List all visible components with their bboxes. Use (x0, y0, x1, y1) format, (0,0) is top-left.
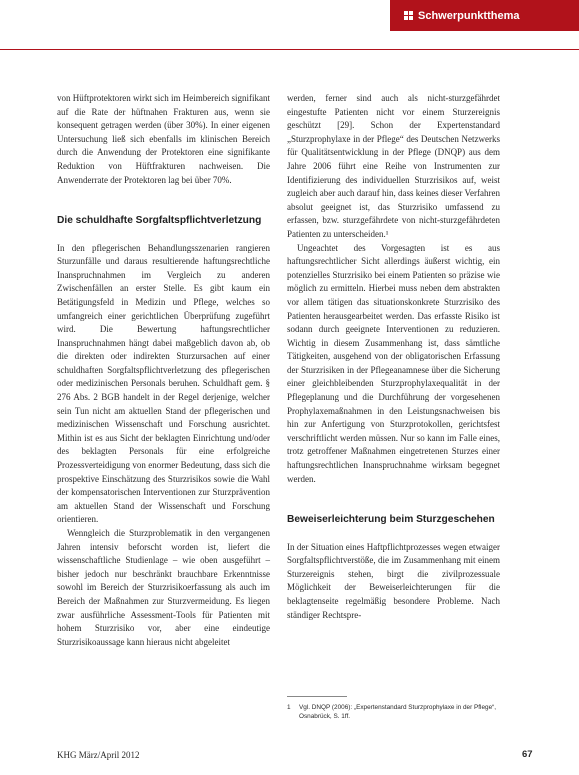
intro-paragraph: von Hüftprotektoren wirkt sich im Heimbereich signifikant auf die Rate der hüftnahen Frakturen aus, wenn sie konsequent getragen werden (über 30%). In einer eigenen Untersuchung ließ sich ebenfalls im klinischen Bereich durch die Anwendung der Protektoren eine signifikante Reduktion von Hüftfrakturen nachweisen. Die Anwenderrate der Protektoren lag bei über 70%. (57, 93, 270, 185)
publication-footer: KHG März/April 2012 (57, 750, 140, 760)
plus-square-icon (404, 11, 413, 20)
body-paragraph: In der Situation eines Haftpflichtprozesses wegen etwaiger Sorgfaltspflichtverstöße, die im Zusammenhang mit einem Sturzereignis stehen, birgt die zivilprozessuale Möglichkeit der Beweiserleichterungen für die beklagtenseite regelmäßig besondere Probleme. Nach ständiger Rechtspre- (287, 541, 500, 620)
section-heading-sorgfaltspflicht: Die schuldhafte Sorgfaltspflichtverletzung (57, 215, 262, 227)
footnote-text: Vgl. DNQP (2006): „Expertenstandard Sturzprophylaxe in der Pflege“, Osnabrück, S. 1ff. (299, 704, 497, 720)
section-heading-beweiserleichterung: Beweiserleichterung beim Sturzgeschehen (287, 514, 495, 526)
section-header-band (390, 0, 579, 31)
footnote-number: 1 (287, 704, 291, 711)
right-column (287, 92, 500, 622)
section-label: Schwerpunktthema (418, 9, 520, 22)
body-paragraph: werden, ferner sind auch als nicht-sturzgefährdet eingestufte Patienten nicht vor einem Sturzereignis geschützt [29]. Schon der Expertenstandard „Sturzprophylaxe in der Pflege“ des Deutschen Netzwerks für Qualitätsentwicklung in der Pflege (DNQP) aus dem Jahre 2006 führt eine Reihe von Instrumenten zur Identifizierung des individuellen Sturzrisikos auf, weist zugleich aber auch darauf hin, dass keines dieser Verfahren absolut geeignet ist, das Sturzrisiko umfassend zu erfassen, bzw. sturzgefährdete von nicht-sturzgefährdeten Patienten zu unterscheiden.¹ (287, 93, 500, 239)
body-paragraph: Ungeachtet des Vorgesagten ist es aus haftungsrechtlicher Sicht allerdings äußerst wichtig, ein potenzielles Sturzrisiko bei einem Patienten so präzise wie möglich zu ermitteln. Hierbei muss neben dem abstrakten vor allem tätigen das situationskonkrete Sturzrisiko des Patienten herausgearbeitet werden. Das erfasste Risiko ist sodann durch geeignete Interventionen zu reduzieren. Wichtig in diesem Zusammenhang ist, dass sämtliche Tätigkeiten, ausgehend von der obligatorischen Erfassung der Sturzrisiken in der Pflegeanamnese über die Sicherung einer gleichbleibenden Sturzprophylaxequalität in der Pflegeplanung und die Durchführung der vorgesehenen Prophylaxemaßnahmen in den Leistungsnachweisen bis hin zur Anfertigung von Sturzprotokollen, gerichtsfest verschriftlicht werden müssen. Nur so kann im Falle eines, trotz getroffener Maßnahmen eingetretenen Sturzes einer haftungsrechtlichen Inanspruchnahme wirksam begegnet werden. (287, 242, 500, 484)
body-paragraph: Wenngleich die Sturzproblematik in den vergangenen Jahren intensiv beforscht worden ist, liefert die wissenschaftliche Studienlage – wie oben ausgeführt – bisher jedoch nur beschränkt brauchbare Erkenntnisse sowohl im Bereich der Sturzrisikoerfassung als auch im Bereich der Maßnahmen zur Sturzvermeidung. Es liegen zwar ausführliche Assessment-Tools für Patienten mit hohem Sturzrisiko vor, aber eine eindeutige Sturzrisikoaussage kann hieraus nicht abgeleitet (57, 528, 270, 647)
left-column (57, 92, 270, 649)
footnote-divider (287, 696, 347, 697)
page-number: 67 (522, 749, 533, 760)
footnote (287, 703, 500, 721)
body-paragraph: In den pflegerischen Behandlungsszenarien rangieren Sturzunfälle und daraus resultierende haftungsrechtliche Inanspruchnahmen im Vergleich zu anderen Zwischenfällen an erster Stelle. Es gibt kaum ein Betätigungsfeld in Medizin und Pflege, welches so umfangreich einer gerichtlichen Überprüfung zugeführt wird. Die Bewertung haftungsrechtlicher Inanspruchnahmen hängt dabei maßgeblich davon ab, ob die direkten oder indirekten Sturzursachen auf einer schuldhaften Sorgfaltspflichtverletzung des pflegerischen oder medizinischen Personals beruhen. Schuldhaft gem. § 276 Abs. 2 BGB handelt in der Regel derjenige, welcher sein Tun nicht am aktuellen Stand der pflegerischen und medizinischen Wissenschaft und Forschung ausrichtet. Mithin ist es aus Sicht der beklagten Einrichtung und/oder des beklagten Personals für eine erfolgreiche Prozessverteidigung von enormer Bedeutung, dass sich die prospektive Einschätzung des Sturzrisikos sowie die Wahl der kompensatorischen Interventionen zur Sturzprävention am aktuellen Stand der Wissenschaft und Forschung orientieren. (57, 242, 270, 525)
top-rule-divider (0, 49, 579, 50)
